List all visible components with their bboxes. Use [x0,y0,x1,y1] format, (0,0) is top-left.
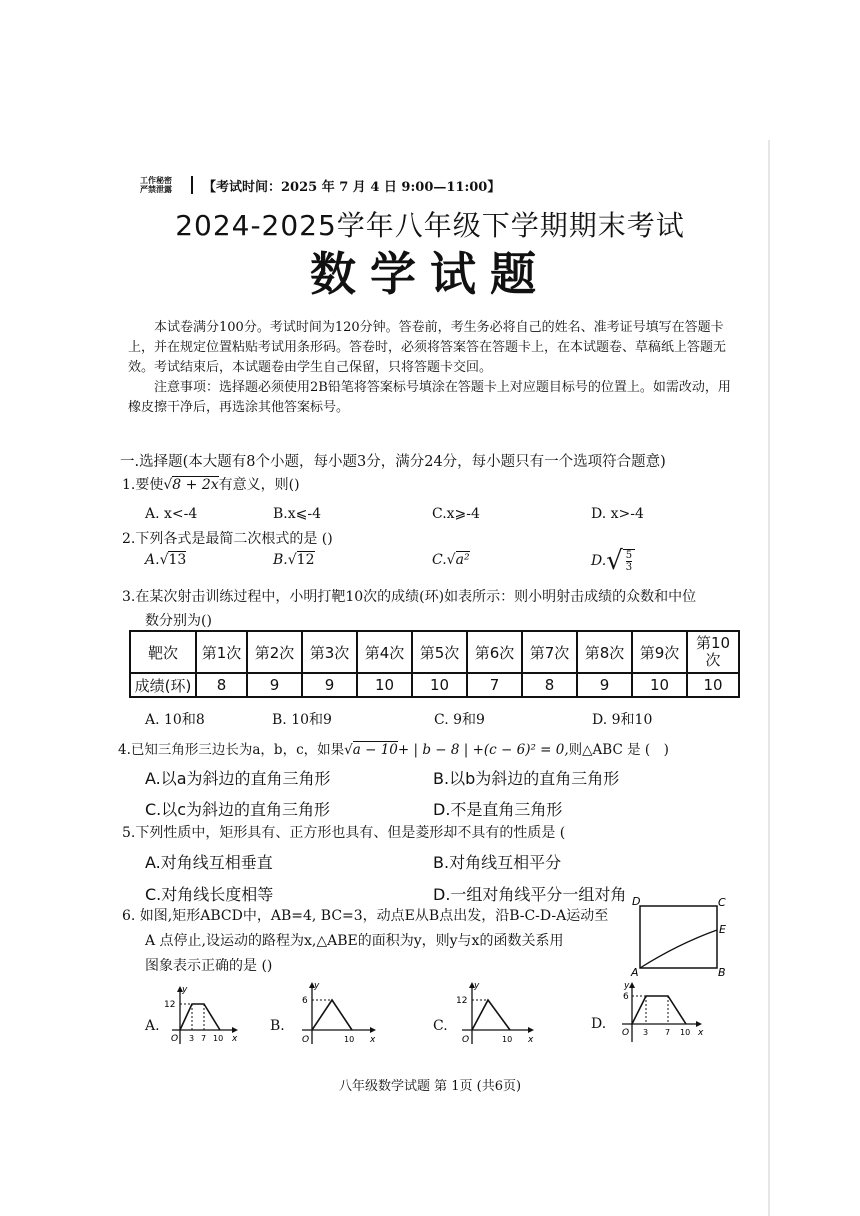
y-axis-label: y [474,981,480,991]
table-cell: 第10 次 [687,631,739,673]
question-5-option-c: C.对角线长度相等 [145,885,274,904]
graph-option-a [160,984,240,1048]
table-cell: 9 [247,673,302,697]
x-axis-label: x [698,1028,704,1038]
x-axis-label: x [232,1034,238,1044]
question-2-stem: 2.下列各式是最简二次根式的是 () [122,531,333,547]
question-6-option-b-label: B. [270,1018,285,1034]
exam-title: 2024-2025学年八年级下学期期末考试 [175,209,685,242]
table-cell: 第4次 [357,631,412,673]
confidential-mark: 工作秘密 严禁泄露 [140,176,172,194]
instructions-paragraph-1: 本试卷满分100分。考试时间为120分钟。答卷前，考生务必将自己的姓名、准考证号填写在答题卡上，并在规定位置粘贴考试用条形码。答卷时，必须将答案答在答题卡上，在本试题卷、草稿纸上答题无效。考试结束后，本试题卷由学生自己保留，只将答题卡交回。 [128,320,727,375]
x-axis-arrow [232,1027,238,1033]
question-3-stem-line-2: 数分别为() [145,613,212,629]
x-tick-label: 10 [502,1035,513,1044]
x-tick-label: 10 [344,1035,355,1044]
page-footer: 八年级数学试题 第 1页 (共6页) [338,1079,522,1094]
label-e: E [719,923,726,936]
question-1-stem: 1.要使√8 + 2x有意义，则() [122,477,300,493]
sqrt-sign: √ [163,477,173,493]
question-4-option-c: C.以c为斜边的直角三角形 [145,800,331,819]
y-axis-label: y [182,985,188,995]
y-tick-label: 12 [456,996,468,1006]
table-cell: 8 [522,673,577,697]
question-5-option-a: A.对角线互相垂直 [145,853,273,872]
rectangle-abcd [640,906,717,968]
table-cell: 9 [577,673,632,697]
x-tick-label: 7 [201,1034,207,1043]
table-header-cell: 靶次 [130,631,196,673]
question-6-stem-line-3: 图象表示正确的是 () [145,958,273,974]
table-cell: 10 [412,673,467,697]
table-row [130,631,739,673]
question-6-stem-line-2: A 点停止,设运动的路程为x,△ABE的面积为y，则y与x的函数关系用 [145,933,564,949]
table-cell: 8 [196,673,247,697]
y-axis-label: y [624,981,630,991]
question-6-stem-line-1: 6. 如图,矩形ABCD中，AB=4, BC=3，动点E从B点出发，沿B-C-D-A运动至 [122,908,609,924]
segment-ae [640,930,717,968]
x-axis-label: x [528,1035,534,1045]
y-tick-label: 6 [623,992,629,1002]
table-cell: 第6次 [467,631,522,673]
x-axis-arrow [696,1021,702,1027]
x-tick-label: 3 [189,1034,195,1043]
question-3-option-c: C. 9和9 [434,712,485,728]
graph-line [312,1000,352,1030]
section-heading: 一.选择题(本大题有8个小题，每小题3分，满分24分，每小题只有一个选项符合题意) [120,454,666,470]
graph-option-d [612,980,708,1046]
table-header-cell: 成绩(环) [130,673,196,697]
label-b: B [718,966,726,978]
scan-edge [768,140,770,1216]
graph-option-c [452,980,542,1048]
table-cell: 第1次 [196,631,247,673]
table-cell: 第7次 [522,631,577,673]
question-2-option-a: A.√13 [145,552,187,568]
question-5-option-b: B.对角线互相平分 [433,853,562,872]
question-4-option-d: D.不是直角三角形 [433,800,563,819]
table-row [130,673,739,697]
table-cell: 10 [687,673,739,697]
question-4-option-b: B.以b为斜边的直角三角形 [433,769,620,788]
graph-line [632,996,686,1024]
question-1-option-b: B.x⩽-4 [273,506,322,522]
table-cell: 第5次 [412,631,467,673]
question-6-option-c-label: C. [433,1018,448,1034]
table-cell: 第3次 [302,631,357,673]
instructions-paragraph-2: 注意事项：选择题必须使用2B铅笔将答案标号填涂在答题卡上对应题目标号的位置上。如需改动，用橡皮擦干净后，再选涂其他答案标号。 [128,380,731,415]
x-axis-arrow [528,1027,534,1033]
question-1-option-d: D. x>-4 [591,506,644,522]
question-4-option-a: A.以a为斜边的直角三角形 [145,769,331,788]
graph-line [180,1004,220,1030]
question-5-option-d: D.一组对角线平分一组对角 [433,885,627,904]
table-cell: 第9次 [632,631,687,673]
table-cell: 第8次 [577,631,632,673]
table-cell: 7 [467,673,522,697]
x-axis-arrow [370,1027,376,1033]
question-2-option-b: B.√12 [273,552,315,568]
question-4-stem: 4.已知三角形三边长为a，b，c，如果√a − 10+ | b − 8 | +(c − 6)² = 0,则△ABC 是 ( ) [118,742,669,758]
label-d: D [632,895,641,908]
origin-label: O [171,1034,179,1044]
rectangle-figure [628,894,732,978]
table-cell: 9 [302,673,357,697]
question-3-option-b: B. 10和9 [272,712,332,728]
label-c: C [718,896,726,909]
question-3-option-a: A. 10和8 [145,712,205,728]
x-tick-label: 7 [665,1028,671,1037]
fraction: $\frac{5}{3}$ [623,549,635,573]
question-3-stem-line-1: 3.在某次射击训练过程中，小明打靶10次的成绩(环)如表所示：则小明射击成绩的众数和中位 [122,589,697,605]
label-a: A [631,966,639,978]
question-2-option-c: C.√a² [432,552,470,568]
question-6-option-a-label: A. [145,1018,160,1034]
x-tick-label: 10 [213,1034,224,1043]
origin-label: O [302,1035,310,1045]
exam-time: 【考试时间：2025 年 7 月 4 日 9:00—11:00】 [203,180,501,195]
question-1-option-a: A. x<-4 [145,506,198,522]
question-2-option-d: D.√ $\frac{5}{3}$ [591,546,635,576]
question-5-stem: 5.下列性质中，矩形具有、正方形也具有、但是菱形却不具有的性质是 ( [122,825,566,841]
question-6-option-d-label: D. [591,1016,607,1032]
question-1-option-c: C.x⩾-4 [432,506,480,522]
subject-title: 数学试题 [310,247,550,301]
x-tick-label: 3 [643,1028,649,1037]
y-axis-arrow [629,982,635,988]
header-divider [191,176,193,194]
score-table [129,630,740,698]
graph-option-b [290,980,380,1048]
table-cell: 10 [632,673,687,697]
x-axis-label: x [370,1035,376,1045]
y-axis-label: y [314,981,320,991]
y-tick-label: 6 [302,996,308,1006]
table-cell: 第2次 [247,631,302,673]
y-tick-label: 12 [164,1000,176,1010]
instructions [128,318,740,418]
graph-line [472,1000,510,1030]
table-cell: 10 [357,673,412,697]
origin-label: O [462,1035,470,1045]
radicand: 8 + 2x [172,477,219,493]
origin-label: O [622,1028,630,1038]
x-tick-label: 10 [680,1028,691,1037]
question-3-option-d: D. 9和10 [592,712,653,728]
